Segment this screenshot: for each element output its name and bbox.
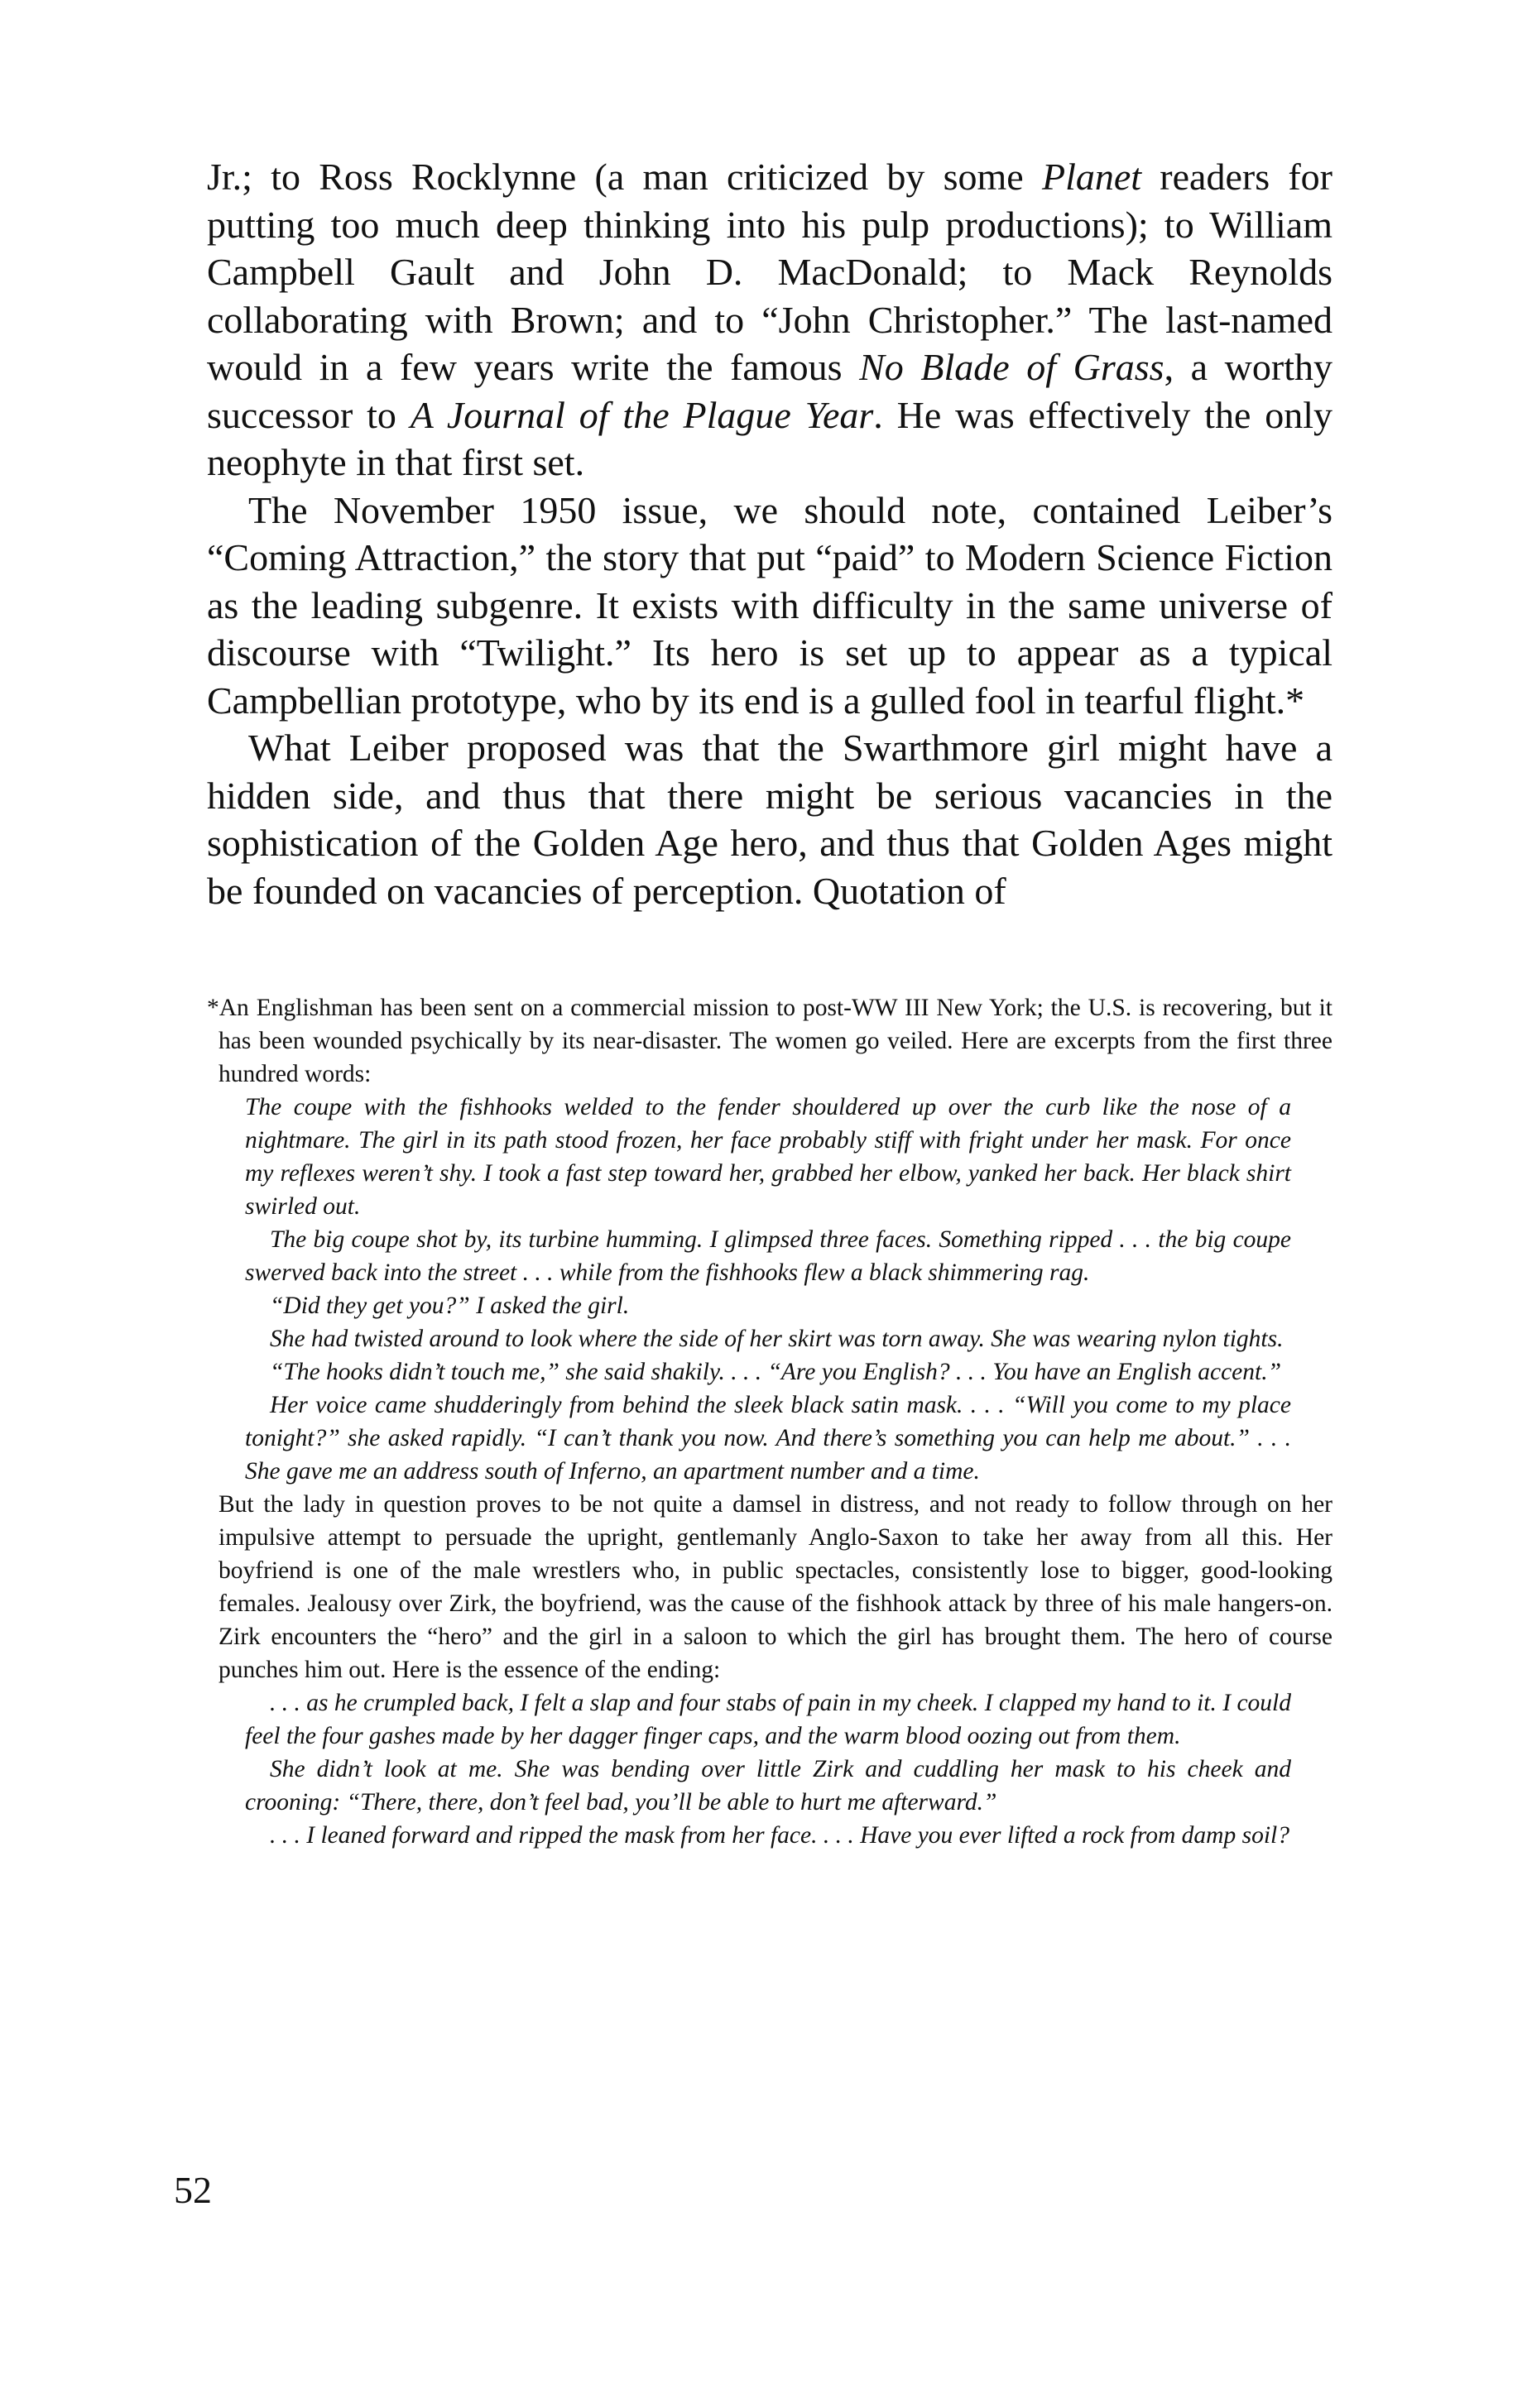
quote-paragraph: “Did they get you?” I asked the girl. xyxy=(270,1293,630,1319)
quote-paragraph: The coupe with the fishhooks welded to the fender shouldered up over the curb like the nose of a nightmare. The girl in its path stood frozen, her face probably stiff with fright under her mask. For once my reflexes weren’t shy. I took a fast step toward her, grabbed her elbow, yanked her back. Her black shirt swirled out. xyxy=(245,1094,1291,1220)
p1-text-e: , a worthy successor to xyxy=(207,346,1333,436)
main-text xyxy=(207,153,1333,914)
quote-paragraph: She didn’t look at me. She was bending over little Zirk and cuddling her mask to his cheek and crooning: “There, there, don’t feel bad, you’ll be able to hurt me afterward.” xyxy=(245,1756,1291,1816)
p1-title-journal: A Journal of the Plague Year xyxy=(410,393,874,436)
quote-paragraph: The big coupe shot by, its turbine humming. I glimpsed three faces. Something ripped . . . the big coupe swerved back into the street . . . while from the fishhooks flew a black shimmering rag. xyxy=(245,1226,1291,1286)
footnote-intro: *An Englishman has been sent on a commercial mission to post-WW III New York; the U.S. is recovering, but it has been wounded psychically by its near-disaster. The women go veiled. Here are excerpts from the first three hundred words: xyxy=(207,995,1333,1087)
footnote xyxy=(207,991,1333,1852)
p1-text-c: readers for putting too much deep thinking into his pulp productions); to William Campbell Gault and John D. MacDonald; to Mack Reynolds collaborating with Brown; and to “John Christopher.” The last-named would in a few years write the famous xyxy=(207,156,1333,388)
quote-paragraph: She had twisted around to look where the side of her skirt was torn away. She was wearing nylon tights. xyxy=(270,1326,1284,1352)
p1-text-a: Jr.; to Ross Rocklynne (a man criticized by some xyxy=(207,156,1042,198)
footnote-body: But the lady in question proves to be not quite a damsel in distress, and not ready to follow through on her impulsive attempt to persuade the upright, gentlemanly Anglo-Saxon to take her away from all this. Her boyfriend is one of the male wrestlers who, in public spectacles, consistently lose to bigger, good-looking females. Jealousy over Zirk, the boyfriend, was the cause of the fishhook attack by three of his male hangers-on. Zirk encounters the “hero” and the girl in a saloon to which the girl has brought them. The hero of course punches him out. Here is the essence of the ending: xyxy=(218,1491,1333,1683)
paragraph-1 xyxy=(207,153,1333,487)
quote-paragraph: Her voice came shudderingly from behind the sleek black satin mask. . . . “Will you come to my place tonight?” she asked rapidly. “I can’t thank you now. And there’s something you can help me about.” . . . She gave me an address south of Inferno, an apartment number and a time. xyxy=(245,1392,1291,1485)
p1-title-planet: Planet xyxy=(1041,156,1142,198)
paragraph-2: The November 1950 issue, we should note, contained Leiber’s “Coming Attraction,” the story that put “paid” to Modern Science Fiction as the leading subgenre. It exists with difficulty in the same universe of discourse with “Twilight.” Its hero is set up to appear as a typical Campbellian prototype, who by its end is a gulled fool in tearful flight.* xyxy=(207,488,1333,722)
paragraph-3: What Leiber proposed was that the Swarthmore girl might have a hidden side, and thus that there might be serious vacancies in the sophistication of the Golden Age hero, and thus that Golden Ages might be founded on vacancies of perception. Quotation of xyxy=(207,727,1333,912)
quote-paragraph: . . . as he crumpled back, I felt a slap and four stabs of pain in my cheek. I clapped my hand to it. I could feel the four gashes made by her dagger finger caps, and the warm blood oozing out from them. xyxy=(245,1690,1291,1749)
p1-text-g: . He was effectively the only neophyte in that first set. xyxy=(207,393,1333,483)
p1-title-no-blade: No Blade of Grass xyxy=(859,346,1164,388)
quote-paragraph: “The hooks didn’t touch me,” she said shakily. . . . “Are you English? . . . You have an English accent.” xyxy=(270,1359,1282,1385)
quote-paragraph: . . . I leaned forward and ripped the mask from her face. . . . Have you ever lifted a rock from damp soil? xyxy=(270,1822,1289,1849)
page-number: 52 xyxy=(174,2169,212,2211)
